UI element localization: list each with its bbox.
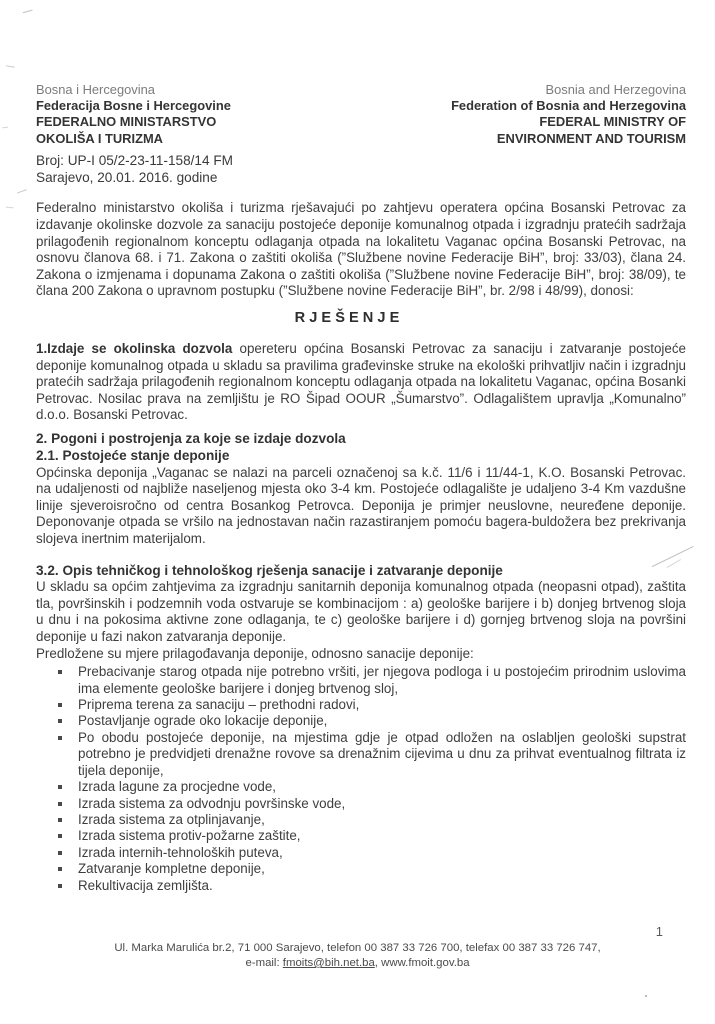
list-item-text: Izrada sistema za odvodnju površinske vode, (78, 795, 346, 811)
letterhead (36, 82, 686, 147)
section-3-2-heading: 3.2. Opis tehničkog i tehnološkog rješenja sanacije i zatvaranje deponije (36, 562, 503, 578)
list-item-text: Postavljanje ograde oko lokacije deponije, (78, 713, 328, 729)
bullet-square-icon (58, 703, 62, 707)
handwritten-mark (6, 61, 16, 67)
list-item-text: Rekultivacija zemljišta. (78, 877, 213, 893)
list-item (36, 713, 686, 729)
country-name-bosnian: Bosna i Hercegovina (36, 82, 155, 97)
country-name-english: Bosnia and Herzegovina (545, 82, 686, 97)
bullet-square-icon (58, 785, 62, 789)
bullet-square-icon (58, 818, 62, 822)
intro-paragraph: Federalno ministarstvo okoliša i turizma rješavajući po zahtjevu operatera općina Bosanski Petrovac za izdavanje okolinske dozvole za sanaciju postojeće deponije komunalnog otpada i izgradnju pratećih sadržaja prilagođenih regionalnom konceptu odlaganja otpada na lokalitetu Vaganac općina Bosanski Petrovac, na osnovu članova 68. i 71. Zakona o zaštiti okoliša (”Službene novine Federacije BiH”, broj: 33/03), člana 24. Zakona o izmjenama i dopunama Zakona o zaštiti okoliša (”Službene novine Federacije BiH”, broj: 38/09), te člana 200 Zakona o upravnom postupku (”Službene novine Federacije BiH”, br. 2/98 i 48/99), donosi: (36, 200, 686, 299)
measures-list (36, 664, 686, 894)
decision-title: R J E Š E N J E (294, 309, 400, 326)
handwritten-mark (15, 184, 26, 193)
bullet-square-icon (58, 867, 62, 871)
list-item-text: Izrada sistema za otplinjavanje, (78, 811, 265, 827)
reference-block (36, 153, 686, 187)
bullet-square-icon (58, 670, 62, 674)
handwritten-mark (2, 124, 8, 129)
section-3-2-body: U skladu sa općim zahtjevima za izgradnju sanitarnih deponija komunalnog otpada (neopasni otpad), zaštita tla, površinskih i podzemnih voda ostvaruje se kombinacijom : a) geološke barijere i b) donjeg brtvenog sloja u dnu i na pokosima aktivne zone odlaganja, te c) geološke barijere i d) gornjeg brtvenog sloja na površini deponije u fazi nakon zatvaranja deponije. (36, 579, 686, 645)
footer-website: , www.fmoit.gov.ba (374, 957, 470, 969)
federation-name-english: Federation of Bosnia and Herzegovina (451, 98, 686, 114)
footer-contact (0, 941, 715, 971)
bullet-square-icon (58, 719, 62, 723)
reference-number: Broj: UP-I 05/2-23-11-158/14 FM (36, 152, 233, 168)
federation-name-bosnian: Federacija Bosne i Hercegovine (36, 98, 231, 114)
decision-item-1-text: opereteru općina Bosanski Petrovac za sanaciju i zatvaranje postojeće deponije komunalnog otpada u skladu sa pravilima građevinske struke na ekološki prihvatljiv način i izgradnju pratećih sadržaja prilagođenih regionalnom konceptu odlaganja otpada na lokalitetu Vaganac, općina Bosanki Petrovac. Nosilac prava na zemljištu je RO Šipad OOUR „Šumarstvo”. Odlagalištem upravlja „Komunalno” d.o.o. Bosanski Petrovac. (36, 340, 686, 423)
bullet-square-icon (58, 802, 62, 806)
bullet-square-icon (58, 834, 62, 838)
list-item (36, 697, 686, 713)
list-item-text: Prebacivanje starog otpada nije potrebno vršiti, jer njegova podloga i u postojećim prirodnim uslovima ima elemente geološke barijere i donjeg brtvenog sloj, (78, 664, 686, 696)
ministry-name-bosnian-line2: OKOLIŠA I TURIZMA (36, 130, 163, 146)
scan-speck (645, 995, 647, 997)
list-item-text: Izrada internih-tehnoloških puteva, (78, 844, 283, 860)
list-item (36, 812, 686, 828)
list-item (36, 730, 686, 779)
section-2-1-heading: 2.1. Postojeće stanje deponije (36, 447, 230, 463)
list-item-text: Izrada sistema protiv-požarne zaštite, (78, 828, 301, 844)
ministry-name-english-line1: FEDERAL MINISTRY OF (539, 114, 686, 130)
list-item-text: Po obodu postojeće deponije, na mjestima gdje je otpad odložen na oslabljen geološki supstrat potrebno je predvidjeti drenažne rovove sa drenažnim cijevima u dnu za prihvat eventualnog filtrata iz tijela deponije, (78, 729, 686, 778)
list-item (36, 796, 686, 812)
list-item (36, 878, 686, 894)
section-2-heading: 2. Pogoni i postrojenja za koje se izdaje dozvola (36, 430, 346, 446)
bullet-square-icon (58, 884, 62, 888)
footer-address-line: Ul. Marka Marulića br.2, 71 000 Sarajevo, telefon 00 387 33 726 700, telefax 00 387 33 726 747, (114, 942, 601, 954)
decision-item-1 (36, 341, 686, 424)
ministry-name-bosnian-line1: FEDERALNO MINISTARSTVO (36, 114, 217, 130)
footer-email-prefix: e-mail: (245, 957, 283, 969)
list-item-text: Zatvaranje kompletne deponije, (78, 861, 265, 877)
footer-email: fmoits@bih.net.ba (282, 957, 375, 969)
handwritten-mark (21, 5, 32, 13)
list-item (36, 779, 686, 795)
ministry-name-english-line2: ENVIRONMENT AND TOURISM (496, 130, 686, 146)
measures-list-intro: Predložene su mjere prilagođavanja deponije, odnosno sanacije deponije: (36, 645, 474, 661)
section-2-1-body: Općinska deponija „Vaganac se nalazi na parceli označenoj sa k.č. 11/6 i 11/44-1, K.O. Bosanski Petrovac. na udaljenosti od najbliže naseljenog mjesta oko 3-4 km. Postojeće odlagalište je udaljeno 3-4 Km vazdušne linije sjeveroisročno od centra Bosankog Petrovca. Deponija je primjer neuslovne, neuređene deponije. Deponovanje otpada se vršilo na jednostavan način razastiranjem pomoću bagera-buldožera bez prekrivanja slojeva inertnim materijalom. (36, 464, 686, 546)
bullet-square-icon (58, 851, 62, 855)
document-body (36, 82, 686, 894)
list-item-text: Priprema terena za sanaciju – prethodni radovi, (78, 697, 360, 713)
letterhead-right (451, 82, 686, 147)
footer-email-line (0, 956, 715, 971)
decision-item-1-lead: 1.Izdaje se okolinska dozvola (36, 340, 233, 356)
handwritten-mark (6, 203, 14, 209)
letterhead-left (36, 82, 231, 147)
list-item (36, 861, 686, 877)
bullet-square-icon (58, 736, 62, 740)
page-number: 1 (655, 924, 663, 939)
list-item-text: Izrada lagune za procjedne vode, (78, 779, 277, 795)
date-line: Sarajevo, 20.01. 2016. godine (36, 169, 218, 185)
list-item (36, 828, 686, 844)
list-item (36, 664, 686, 697)
list-item (36, 845, 686, 861)
